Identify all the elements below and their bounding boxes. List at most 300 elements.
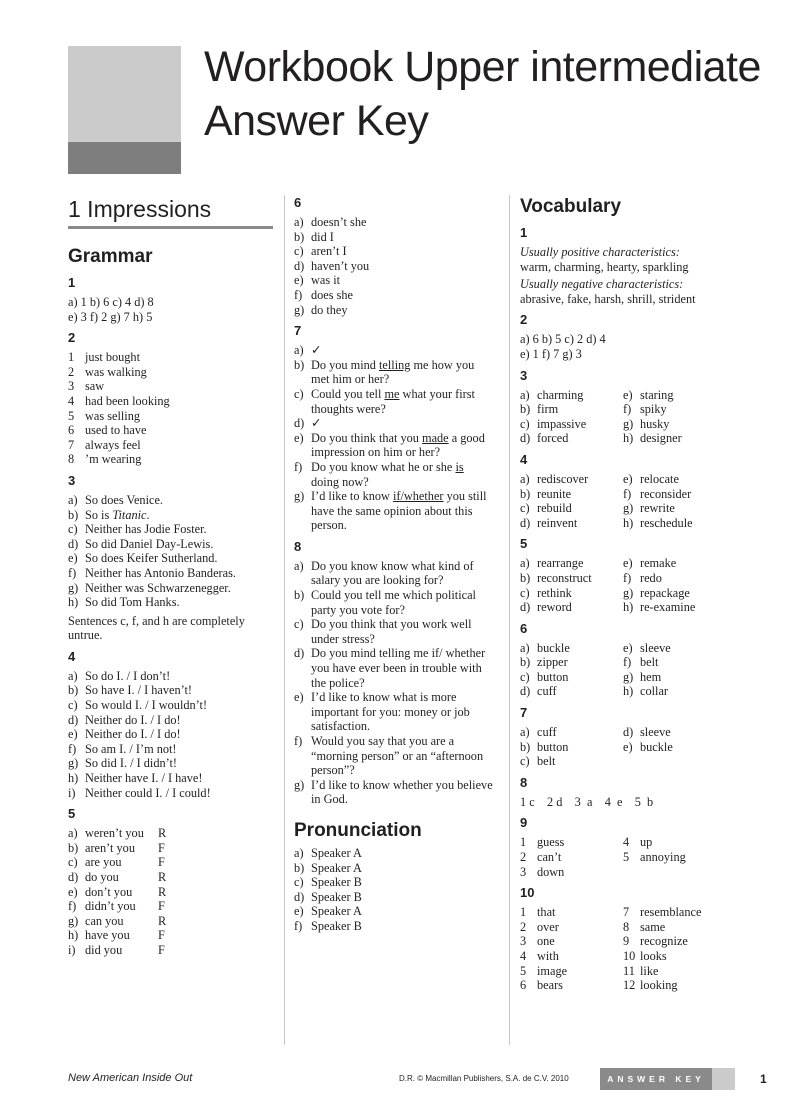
answer-label: 4 xyxy=(68,393,75,408)
answer-text: Neither do I. / I do! xyxy=(85,712,181,727)
answer-text: Neither has Antonio Banderas. xyxy=(85,565,236,580)
answer-text: Do you mind telling me how you met him or her? xyxy=(311,357,475,387)
answer-text: over xyxy=(537,919,559,934)
grammar-heading: Grammar xyxy=(68,246,153,267)
answer-item xyxy=(68,409,273,424)
answer-label: f) xyxy=(623,570,632,585)
answer-label: e) xyxy=(623,471,633,486)
answer-label: 6 xyxy=(520,978,527,993)
answer-label: 2 xyxy=(520,850,527,865)
answer-text: did you xyxy=(85,942,123,957)
answer-item xyxy=(520,516,623,531)
answer-text: reunite xyxy=(537,486,572,501)
answer-label: a) xyxy=(520,471,530,486)
answer-item xyxy=(520,402,623,417)
answer-item xyxy=(294,559,494,588)
answer-text: Speaker B xyxy=(311,918,362,933)
answer-label: b) xyxy=(294,860,305,875)
column-1 xyxy=(68,195,273,958)
answer-label: a) xyxy=(520,556,530,571)
footer-bar-accent xyxy=(712,1068,735,1090)
answer-text: one xyxy=(537,934,555,949)
answer-item xyxy=(520,670,623,685)
exercise-number: 2 xyxy=(520,312,528,328)
answer-item xyxy=(294,358,494,387)
answer-item xyxy=(294,617,494,646)
answer-text: cuff xyxy=(537,684,557,699)
answer-list xyxy=(520,641,740,699)
answer-label: c) xyxy=(520,501,530,516)
answer-item xyxy=(294,734,494,778)
answer-item xyxy=(294,244,494,259)
answer-row xyxy=(520,641,740,656)
answer-label: g) xyxy=(623,416,634,431)
header-block-dark xyxy=(68,142,181,174)
answer-item xyxy=(294,904,494,919)
answer-text: Neither could I. / I could! xyxy=(85,785,211,800)
answer-label: h) xyxy=(623,431,634,446)
answer-text: designer xyxy=(640,431,682,446)
answer-item xyxy=(68,786,273,801)
answer-label: a) xyxy=(294,343,304,358)
exercise-number: 3 xyxy=(68,472,76,488)
answer-text: hem xyxy=(640,669,662,684)
answer-row xyxy=(520,684,740,699)
answer-text: saw xyxy=(85,379,105,394)
answer-item xyxy=(520,905,623,920)
answer-label: b) xyxy=(520,655,531,670)
exercise-number: 2 xyxy=(68,330,76,346)
answer-item xyxy=(520,586,623,601)
answer-text: did I xyxy=(311,229,334,244)
answer-item xyxy=(294,273,494,288)
answer-text: firm xyxy=(537,402,559,417)
answer-label: g) xyxy=(68,913,79,928)
answer-label: b) xyxy=(520,739,531,754)
answer-label: 10 xyxy=(623,949,636,963)
answer-list xyxy=(520,725,740,769)
answer-item xyxy=(294,215,494,230)
answer-row xyxy=(520,516,740,531)
answer-item xyxy=(68,742,273,757)
answer-text: staring xyxy=(640,387,674,402)
answer-text: Could you tell me which political party you vote for? xyxy=(311,588,476,617)
answer-label: e) xyxy=(623,556,633,571)
answer-label: 12 xyxy=(623,978,636,993)
true-false-mark: R xyxy=(158,870,167,884)
answer-label: a) xyxy=(68,492,78,507)
answer-text: So do I. / I don’t! xyxy=(85,668,171,683)
answer-text: looking xyxy=(640,978,678,993)
answer-item xyxy=(623,586,726,601)
exercise-number: 8 xyxy=(520,774,528,790)
answer-item xyxy=(68,943,273,958)
category-label: Usually negative characteristics: xyxy=(520,277,684,292)
answer-item xyxy=(623,600,726,615)
answer-list xyxy=(68,493,273,610)
answer-item xyxy=(68,508,273,523)
answer-text: doesn’t she xyxy=(311,215,367,229)
answer-list xyxy=(294,559,494,807)
answer-text: same xyxy=(640,919,666,934)
answer-item xyxy=(294,431,494,460)
answer-item xyxy=(294,588,494,617)
answer-label: f) xyxy=(294,734,303,748)
answer-label: d) xyxy=(623,725,634,740)
answer-label: a) xyxy=(520,640,530,655)
answer-label: 3 xyxy=(68,379,75,394)
answer-label: 1 xyxy=(68,350,75,365)
answer-label: g) xyxy=(294,777,305,792)
answer-text: annoying xyxy=(640,850,686,865)
exercise-number: 10 xyxy=(520,885,535,901)
answer-item xyxy=(294,460,494,489)
answer-label: d) xyxy=(520,515,531,530)
answer-text: always feel xyxy=(85,437,141,452)
answer-label: g) xyxy=(623,669,634,684)
answer-text: rediscover xyxy=(537,471,589,486)
answer-item xyxy=(68,756,273,771)
answer-text: Speaker B xyxy=(311,875,362,890)
answer-item xyxy=(294,489,494,533)
answer-item xyxy=(68,423,273,438)
answer-text: rewrite xyxy=(640,501,675,516)
answer-label: 5 xyxy=(68,408,75,423)
answer-label: g) xyxy=(68,580,79,595)
answer-text: can’t xyxy=(537,850,562,865)
answer-label: 5 xyxy=(520,963,527,978)
answer-item xyxy=(520,571,623,586)
answer-text: rethink xyxy=(537,585,572,600)
answer-label: 1 xyxy=(520,835,527,850)
exercise-number: 4 xyxy=(520,451,528,467)
exercise-number: 7 xyxy=(294,323,302,339)
answer-text: impassive xyxy=(537,416,587,431)
page-title: Workbook Upper intermediate Answer Key xyxy=(204,43,761,145)
answer-item xyxy=(68,394,273,409)
exercise-number: 5 xyxy=(68,806,76,822)
answer-text: button xyxy=(537,739,569,754)
exercise-number: 8 xyxy=(294,538,302,554)
answer-item xyxy=(68,914,273,929)
answer-label: f) xyxy=(623,655,632,670)
answer-row xyxy=(520,571,740,586)
answer-line: a) 6 b) 5 c) 2 d) 4 xyxy=(520,332,606,347)
answer-text: Neither has Jodie Foster. xyxy=(85,522,207,537)
answer-label: d) xyxy=(68,536,79,551)
answer-line: abrasive, fake, harsh, shrill, strident xyxy=(520,291,696,306)
answer-item xyxy=(623,740,726,755)
answer-text: just bought xyxy=(85,350,140,365)
answer-text: So would I. / I wouldn’t! xyxy=(85,698,208,713)
answer-item xyxy=(520,978,623,993)
answer-label: e) xyxy=(68,551,78,566)
answer-text: does she xyxy=(311,287,354,302)
answer-text: ’m wearing xyxy=(85,452,142,467)
answer-text: rearrange xyxy=(537,556,584,571)
answer-label: d) xyxy=(68,870,79,884)
answer-item xyxy=(623,501,726,516)
answer-label: b) xyxy=(520,402,531,417)
answer-label: b) xyxy=(68,507,79,522)
answer-row xyxy=(520,905,740,920)
answer-list xyxy=(68,826,273,957)
answer-item xyxy=(68,928,273,943)
category-label: Usually positive characteristics: xyxy=(520,245,680,259)
answer-item xyxy=(68,713,273,728)
answer-label: e) xyxy=(623,387,633,402)
answer-item xyxy=(623,964,726,979)
answer-item xyxy=(68,683,273,698)
answer-text: collar xyxy=(640,684,668,699)
answer-text: Do you think that you work well under stress? xyxy=(311,617,472,646)
answer-text: ✓ xyxy=(311,416,322,431)
answer-text: Would you say that you are a “morning person” or an “afternoon person”? xyxy=(311,734,484,778)
answer-text: So does Keifer Sutherland. xyxy=(85,551,218,566)
answer-item xyxy=(623,516,726,531)
answer-label: h) xyxy=(68,928,79,943)
answer-label: c) xyxy=(520,585,530,600)
answer-item xyxy=(520,487,623,502)
answer-label xyxy=(623,754,640,769)
answer-item xyxy=(623,571,726,586)
answer-label: 6 xyxy=(68,423,75,438)
answer-text: image xyxy=(537,963,568,978)
answer-text: Do you mind telling me if/ whether you have ever been in trouble with the police? xyxy=(311,646,486,690)
answer-label: 8 xyxy=(623,919,630,934)
answer-label: c) xyxy=(294,244,304,259)
answer-item xyxy=(623,978,726,993)
answer-item xyxy=(294,259,494,274)
true-false-mark: F xyxy=(158,942,165,957)
answer-label: 2 xyxy=(68,364,75,379)
answer-row xyxy=(520,725,740,740)
answer-text: I’d like to know whether you believe in God. xyxy=(311,777,493,807)
answer-item xyxy=(520,865,623,880)
answer-text: didn’t you xyxy=(85,899,136,914)
answer-label: d) xyxy=(294,889,305,904)
answer-label: f) xyxy=(623,402,632,417)
answer-text: sleeve xyxy=(640,640,671,655)
answer-item xyxy=(68,595,273,610)
answer-text: bears xyxy=(537,978,563,993)
answer-label: a) xyxy=(294,558,304,573)
answer-text: reinvent xyxy=(537,515,578,530)
answer-text: used to have xyxy=(85,423,147,438)
answer-label: g) xyxy=(623,585,634,600)
answer-item xyxy=(520,740,623,755)
column-divider xyxy=(509,195,510,1045)
answer-row xyxy=(520,472,740,487)
answer-label: b) xyxy=(68,683,79,698)
answer-item xyxy=(294,690,494,734)
answer-list xyxy=(68,350,273,467)
true-false-mark: F xyxy=(158,840,165,855)
answer-row xyxy=(520,754,740,769)
answer-text: Neither do I. / I do! xyxy=(85,727,181,742)
answer-item xyxy=(623,949,726,964)
answer-label: a) xyxy=(294,215,304,229)
answer-item xyxy=(520,641,623,656)
answer-item xyxy=(623,417,726,432)
answer-text: button xyxy=(537,669,569,684)
exercise-number: 4 xyxy=(68,648,76,664)
answer-item xyxy=(68,841,273,856)
answer-text: do they xyxy=(311,302,348,317)
answer-item xyxy=(623,641,726,656)
answer-item xyxy=(520,949,623,964)
answer-text: buckle xyxy=(537,640,570,655)
answer-label: d) xyxy=(294,646,305,661)
answer-row xyxy=(520,487,740,502)
vocabulary-heading: Vocabulary xyxy=(520,196,622,217)
answer-label: 1 xyxy=(520,905,527,920)
answer-item xyxy=(623,472,726,487)
answer-label: c) xyxy=(68,855,78,870)
answer-item xyxy=(623,865,726,880)
footer-book-title: New American Inside Out xyxy=(68,1072,193,1084)
answer-text: was it xyxy=(311,273,341,288)
answer-text: with xyxy=(537,949,559,963)
answer-text: Speaker A xyxy=(311,860,362,875)
answer-label: i) xyxy=(68,942,76,957)
answer-text: cuff xyxy=(537,725,557,740)
answer-line: warm, charming, hearty, sparkling xyxy=(520,259,689,274)
answer-row xyxy=(520,600,740,615)
true-false-mark: R xyxy=(158,884,167,899)
answer-item xyxy=(623,850,726,865)
answer-item xyxy=(68,438,273,453)
exercise-number: 5 xyxy=(520,536,528,552)
answer-text: husky xyxy=(640,416,670,431)
answer-text: I’d like to know what is more important for you: money or job satisfaction. xyxy=(311,690,470,734)
answer-text: remake xyxy=(640,556,677,571)
answer-text: ✓ xyxy=(311,343,322,358)
answer-item xyxy=(294,387,494,416)
answer-item xyxy=(294,875,494,890)
answer-label: a) xyxy=(520,725,530,740)
column-2 xyxy=(294,195,494,934)
answer-text: belt xyxy=(537,754,556,769)
answer-item xyxy=(520,388,623,403)
answer-list xyxy=(294,343,494,533)
answer-item xyxy=(68,581,273,596)
answer-text: Neither have I. / I have! xyxy=(85,771,203,786)
answer-label: d) xyxy=(294,258,305,273)
answer-text: up xyxy=(640,835,653,850)
answer-row xyxy=(520,850,740,865)
answer-label: b) xyxy=(68,840,79,855)
answer-text: haven’t you xyxy=(311,258,370,273)
answer-item xyxy=(294,303,494,318)
answer-row xyxy=(520,740,740,755)
answer-text: belt xyxy=(640,655,659,670)
answer-item xyxy=(68,698,273,713)
answer-item xyxy=(68,885,273,900)
answer-row xyxy=(520,556,740,571)
answer-text: down xyxy=(537,864,565,879)
answer-row xyxy=(520,964,740,979)
exercise-number: 6 xyxy=(520,620,528,636)
answer-line: 1 c 2 d 3 a 4 e 5 b xyxy=(520,794,654,809)
answer-text: like xyxy=(640,963,659,978)
answer-list xyxy=(520,835,740,879)
answer-row xyxy=(520,431,740,446)
answer-label: c) xyxy=(294,875,304,890)
answer-label: e) xyxy=(68,884,78,899)
exercise-number: 9 xyxy=(520,815,528,831)
pronunciation-heading: Pronunciation xyxy=(294,819,422,841)
answer-item xyxy=(294,343,494,358)
answer-text: that xyxy=(537,905,556,920)
column-3 xyxy=(520,195,740,993)
answer-label: f) xyxy=(68,741,77,756)
answer-text: was selling xyxy=(85,408,140,423)
answer-item xyxy=(520,850,623,865)
answer-item xyxy=(294,230,494,245)
answer-list xyxy=(520,556,740,614)
answer-label: c) xyxy=(520,754,530,769)
answer-item xyxy=(68,365,273,380)
answer-text: charming xyxy=(537,387,584,402)
answer-text: aren’t I xyxy=(311,244,347,259)
answer-item xyxy=(520,600,623,615)
answer-item xyxy=(623,754,726,769)
answer-label: a) xyxy=(294,845,304,860)
answer-item xyxy=(68,379,273,394)
answer-text: Speaker A xyxy=(311,845,362,860)
answer-text: So am I. / I’m not! xyxy=(85,741,177,756)
true-false-mark: R xyxy=(158,826,167,841)
true-false-mark: F xyxy=(158,855,165,870)
answer-label: e) xyxy=(294,904,304,919)
answer-text: Do you know what he or she is doing now? xyxy=(311,459,464,489)
answer-label: d) xyxy=(520,431,531,446)
answer-text: was walking xyxy=(85,364,147,379)
answer-item xyxy=(520,754,623,769)
answer-label: 9 xyxy=(623,934,630,949)
answer-label: b) xyxy=(294,588,305,603)
true-false-mark: R xyxy=(158,913,167,928)
answer-item xyxy=(623,431,726,446)
answer-text: So did I. / I didn’t! xyxy=(85,756,177,771)
footer-copyright: D.R. © Macmillan Publishers, S.A. de C.V. 2010 xyxy=(399,1074,569,1083)
exercise-number: 6 xyxy=(294,195,302,210)
answer-line: a) 1 b) 6 c) 4 d) 8 xyxy=(68,295,154,309)
answer-text: reword xyxy=(537,600,572,615)
exercise-number: 3 xyxy=(520,367,528,383)
answer-label: 7 xyxy=(623,905,630,920)
answer-label: d) xyxy=(520,684,531,699)
answer-label: g) xyxy=(623,501,634,516)
answer-label: 3 xyxy=(520,864,527,879)
answer-text: resemblance xyxy=(640,905,702,920)
answer-text: relocate xyxy=(640,471,679,486)
answer-item xyxy=(623,835,726,850)
answer-item xyxy=(520,472,623,487)
answer-row xyxy=(520,586,740,601)
answer-label: h) xyxy=(68,771,79,786)
answer-label: 2 xyxy=(520,919,527,934)
answer-text: redo xyxy=(640,570,662,585)
answer-list xyxy=(520,472,740,530)
answer-row xyxy=(520,865,740,880)
answer-item xyxy=(294,416,494,431)
answer-label: a) xyxy=(68,826,78,841)
answer-label: b) xyxy=(294,357,305,372)
answer-item xyxy=(294,778,494,807)
answer-item xyxy=(520,556,623,571)
